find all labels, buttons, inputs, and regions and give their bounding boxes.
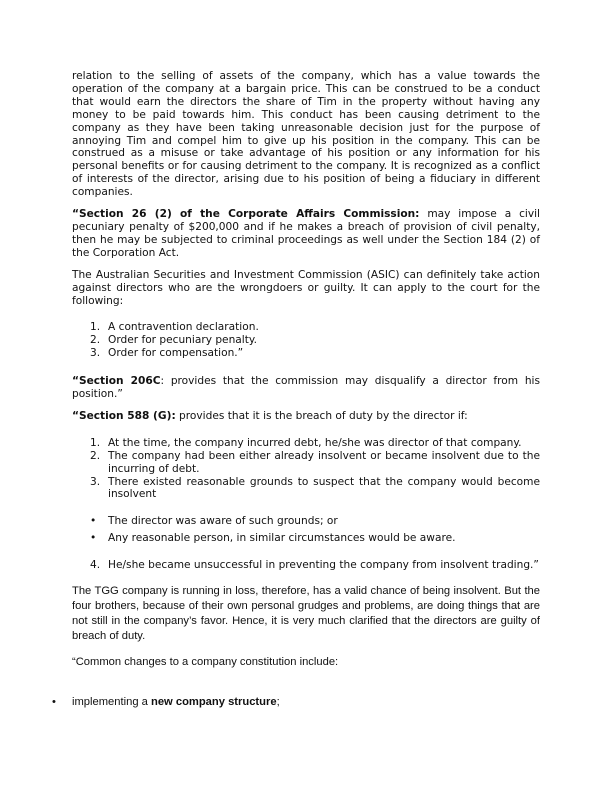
list-item: • Any reasonable person, in similar circumstances would be aware. bbox=[90, 532, 456, 545]
list-item: 1. At the time, the company incurred debt, he/she was director of that company. bbox=[90, 436, 522, 449]
section-26-heading: “Section 26 (2) of the Corporate Affairs Commission: bbox=[72, 208, 420, 221]
breach-conditions-list bbox=[72, 437, 540, 502]
document-page bbox=[72, 70, 540, 670]
section-26-text: may impose a civil pecuniary penalty of $200,000 and if he makes a breach of provision of civil penalty, then he may be subjected to criminal proceedings as well under the Section 184 (2) of the Corporation Act. bbox=[72, 208, 540, 259]
list-item: 1. A contravention declaration. bbox=[90, 321, 259, 334]
paragraph-section-26 bbox=[72, 208, 540, 260]
list-item: 2. Order for pecuniary penalty. bbox=[90, 334, 257, 347]
paragraph-section-588g bbox=[72, 410, 540, 423]
new-company-structure-text: new company structure bbox=[150, 696, 277, 708]
list-item: 2. The company had been either already insolvent or became insolvent due to the incurring of debt. bbox=[90, 449, 540, 475]
paragraph-section-206c bbox=[72, 375, 540, 401]
paragraph-asic: The Australian Securities and Investment Commission (ASIC) can definitely take action against directors who are the wrongdoers or guilty. It can apply to the court for the following: bbox=[72, 268, 540, 307]
paragraph-tgg: The TGG company is running in loss, therefore, has a valid chance of being insolvent. But the four brothers, because of their own personal grudges and problems, are doing things that are not still in the company’s favor. Hence, it is very much clarified that the directors are guilty of breach of duty. bbox=[72, 585, 540, 643]
section-588g-heading: “Section 588 (G): bbox=[72, 409, 176, 422]
section-588g-text: provides that it is the breach of duty by the director if: bbox=[175, 409, 468, 422]
paragraph-constitution-changes: “Common changes to a company constitution include: bbox=[72, 656, 339, 669]
section-206c-text: : provides that the commission may disqualify a director from his position.” bbox=[72, 375, 540, 401]
awareness-bullets bbox=[72, 515, 540, 545]
paragraph-conduct: relation to the selling of assets of the company, which has a value towards the operation of the company at a bargain price. This can be construed to be a conduct that would earn the directors the share of Tim in the property without having any money to be paid towards him. This conduct has been causing detriment to the company as they have been taking unreasonable decision just for the purpose of annoying Tim and compel him to give up his position in the company. This can be construed as a misuse or take advantage of his position or any information for his personal benefits or for causing detriment to the company. It is recognized as a conflict of interests of the director, arising due to his position of being a fiduciary in different companies. bbox=[72, 70, 540, 199]
breach-conditions-list-continued bbox=[72, 559, 540, 572]
list-item: • The director was aware of such grounds; or bbox=[90, 515, 338, 528]
list-item: 4. He/she became unsuccessful in preventing the company from insolvent trading.” bbox=[90, 559, 539, 572]
list-item: 3. There existed reasonable grounds to suspect that the company would become insolvent bbox=[90, 475, 540, 501]
section-206c-heading: “Section 206C bbox=[72, 375, 161, 388]
list-item: 3. Order for compensation.” bbox=[90, 347, 244, 360]
asic-orders-list bbox=[72, 321, 540, 360]
